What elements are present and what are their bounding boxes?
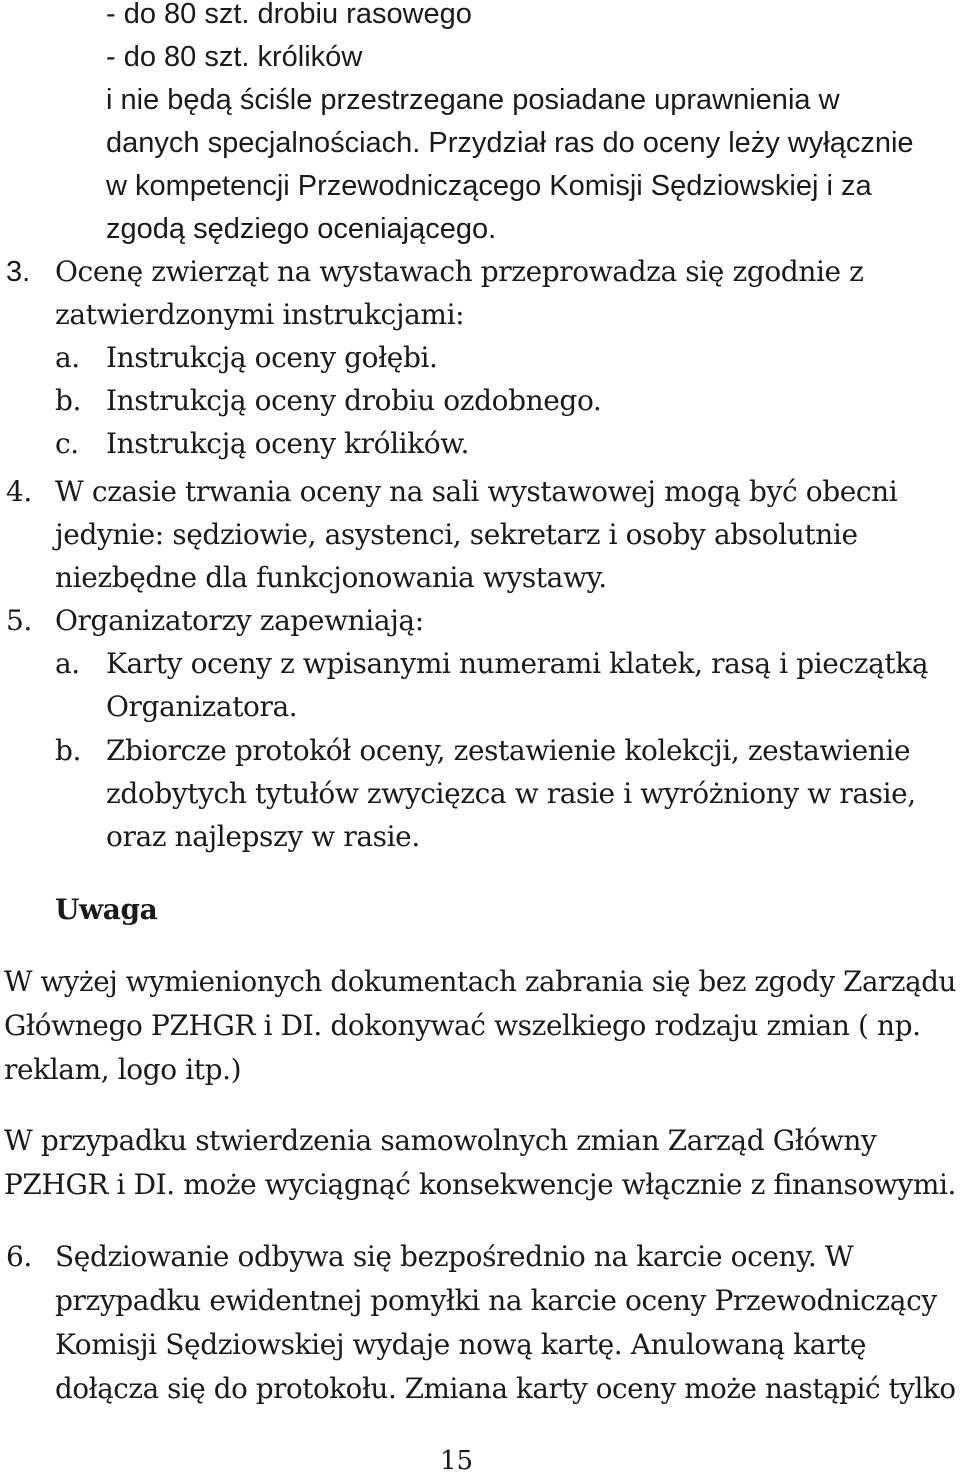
top-line-3: i nie będą ściśle przestrzegane posiadane uprawnienia w bbox=[106, 84, 840, 116]
item-3c-letter: c. bbox=[55, 427, 79, 460]
item-6-line-3: Komisji Sędziowskiej wydaje nową kartę. Anulowaną kartę bbox=[55, 1328, 867, 1361]
item-5b-letter: b. bbox=[55, 734, 82, 767]
item-5a-line-2: Organizatora. bbox=[106, 690, 298, 723]
item-5-number: 5. bbox=[6, 604, 32, 637]
item-5a-letter: a. bbox=[55, 647, 80, 680]
item-6-line-1: Sędziowanie odbywa się bezpośrednio na karcie oceny. W bbox=[55, 1240, 854, 1273]
item-5-line-1: Organizatorzy zapewniają: bbox=[55, 604, 424, 637]
item-3a-text: Instrukcją oceny gołębi. bbox=[106, 341, 438, 374]
item-6-line-4: dołącza się do protokołu. Zmiana karty oceny może nastąpić tylko bbox=[55, 1372, 956, 1405]
item-4-line-3: niezbędne dla funkcjonowania wystawy. bbox=[55, 561, 607, 594]
top-line-5: w kompetencji Przewodniczącego Komisji Sędziowskiej i za bbox=[106, 170, 872, 202]
item-4-number: 4. bbox=[6, 475, 32, 508]
top-line-1: - do 80 szt. drobiu rasowego bbox=[106, 0, 472, 30]
item-6-line-2: przypadku ewidentnej pomyłki na karcie oceny Przewodniczący bbox=[55, 1284, 937, 1317]
item-3-line-2: zatwierdzonymi instrukcjami: bbox=[55, 298, 465, 331]
item-4-line-2: jedynie: sędziowie, asystenci, sekretarz i osoby absolutnie bbox=[55, 518, 858, 551]
page-number: 15 bbox=[440, 1446, 474, 1476]
item-3b-text: Instrukcją oceny drobiu ozdobnego. bbox=[106, 384, 602, 417]
top-line-2: - do 80 szt. królików bbox=[106, 41, 363, 73]
item-3a-letter: a. bbox=[55, 341, 80, 374]
item-3b-letter: b. bbox=[55, 384, 82, 417]
item-3-number: 3. bbox=[6, 256, 31, 288]
item-5a-line-1: Karty oceny z wpisanymi numerami klatek, rasą i pieczątką bbox=[106, 647, 929, 680]
item-6-number: 6. bbox=[6, 1240, 32, 1273]
note-para-1-line-2: Głównego PZHGR i DI. dokonywać wszelkiego rodzaju zmian ( np. bbox=[4, 1009, 921, 1042]
note-para-1-line-1: W wyżej wymienionych dokumentach zabrania się bez zgody Zarządu bbox=[4, 965, 956, 998]
top-line-6: zgodą sędziego oceniającego. bbox=[106, 213, 497, 245]
note-heading: Uwaga bbox=[55, 893, 158, 926]
item-5b-line-2: zdobytych tytułów zwycięzca w rasie i wyróżniony w rasie, bbox=[106, 777, 916, 810]
item-3-line-1: Ocenę zwierząt na wystawach przeprowadza się zgodnie z bbox=[55, 255, 864, 288]
item-5b-line-1: Zbiorcze protokół oceny, zestawienie kolekcji, zestawienie bbox=[106, 734, 911, 767]
note-para-2-line-2: PZHGR i DI. może wyciągnąć konsekwencje włącznie z finansowymi. bbox=[4, 1168, 957, 1201]
item-5b-line-3: oraz najlepszy w rasie. bbox=[106, 820, 420, 853]
note-para-1-line-3: reklam, logo itp.) bbox=[4, 1053, 242, 1086]
item-4-line-1: W czasie trwania oceny na sali wystawowej mogą być obecni bbox=[55, 475, 898, 508]
note-para-2-line-1: W przypadku stwierdzenia samowolnych zmian Zarząd Główny bbox=[4, 1124, 877, 1157]
item-3c-text: Instrukcją oceny królików. bbox=[106, 427, 470, 460]
top-line-4: danych specjalnościach. Przydział ras do oceny leży wyłącznie bbox=[106, 127, 914, 159]
